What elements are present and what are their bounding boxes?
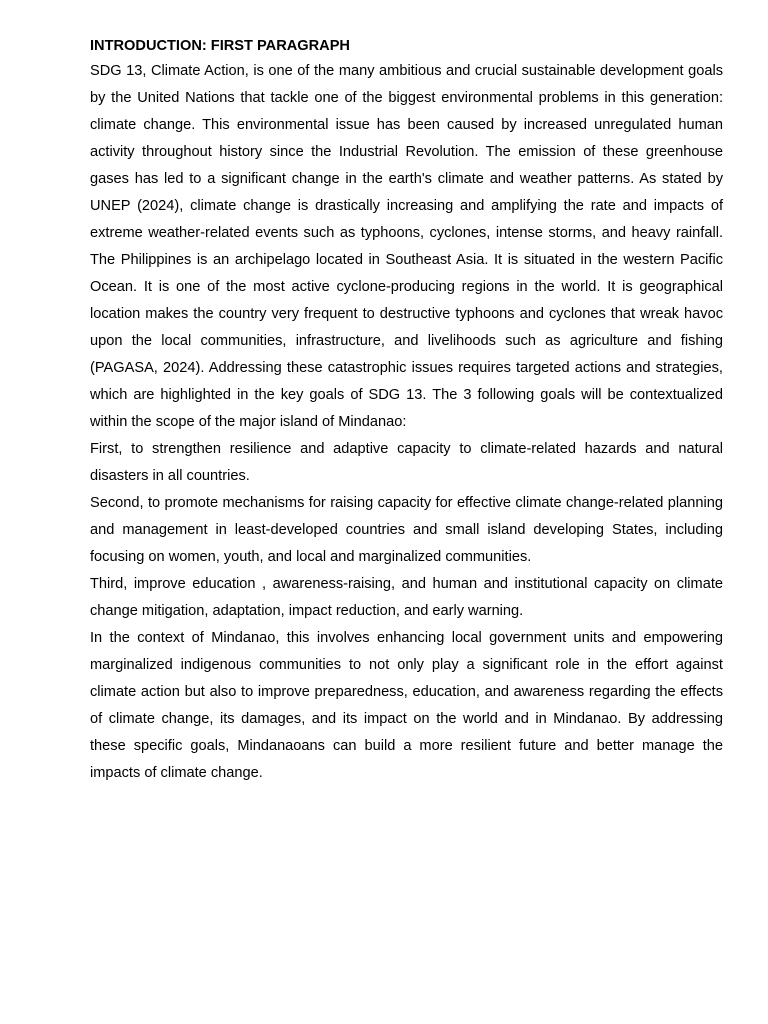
paragraph-mindanao-context: In the context of Mindanao, this involves enhancing local government units and empowering marginalized indigenous communities to not only play a significant role in the effort against climate action but also to improve preparedness, education, and awareness regarding the effects of climate change, its damages, and its impact on the world and in Mindanao. By addressing these specific goals, Mindanaoans can build a more resilient future and better manage the impacts of climate change. xyxy=(90,630,723,781)
paragraph-goal-first: First, to strengthen resilience and adaptive capacity to climate-related hazards and natural disasters in all countries. xyxy=(90,441,723,484)
paragraph-goal-third: Third, improve education , awareness-raising, and human and institutional capacity on climate change mitigation, adaptation, impact reduction, and early warning. xyxy=(90,576,723,619)
section-heading: INTRODUCTION: FIRST PARAGRAPH xyxy=(90,38,350,54)
paragraph-goal-second: Second, to promote mechanisms for raising capacity for effective climate change-related planning and management in least-developed countries and small island developing States, including focusing on women, youth, and local and marginalized communities. xyxy=(90,495,723,565)
paragraph-introduction: SDG 13, Climate Action, is one of the many ambitious and crucial sustainable development goals by the United Nations that tackle one of the biggest environmental problems in this generation: climate change. This environmental issue has been caused by increased unregulated human activity throughout history since the Industrial Revolution. The emission of these greenhouse gases has led to a significant change in the earth's climate and weather patterns. As stated by UNEP (2024), climate change is drastically increasing and amplifying the rate and impacts of extreme weather-related events such as typhoons, cyclones, intense storms, and heavy rainfall. The Philippines is an archipelago located in Southeast Asia. It is situated in the western Pacific Ocean. It is one of the most active cyclone-producing regions in the world. It is geographical location makes the country very frequent to destructive typhoons and cyclones that wreak havoc upon the local communities, infrastructure, and livelihoods such as agriculture and fishing (PAGASA, 2024). Addressing these catastrophic issues requires targeted actions and strategies, which are highlighted in the key goals of SDG 13. The 3 following goals will be contextualized within the scope of the major island of Mindanao: xyxy=(90,63,723,430)
document-page xyxy=(90,36,723,787)
